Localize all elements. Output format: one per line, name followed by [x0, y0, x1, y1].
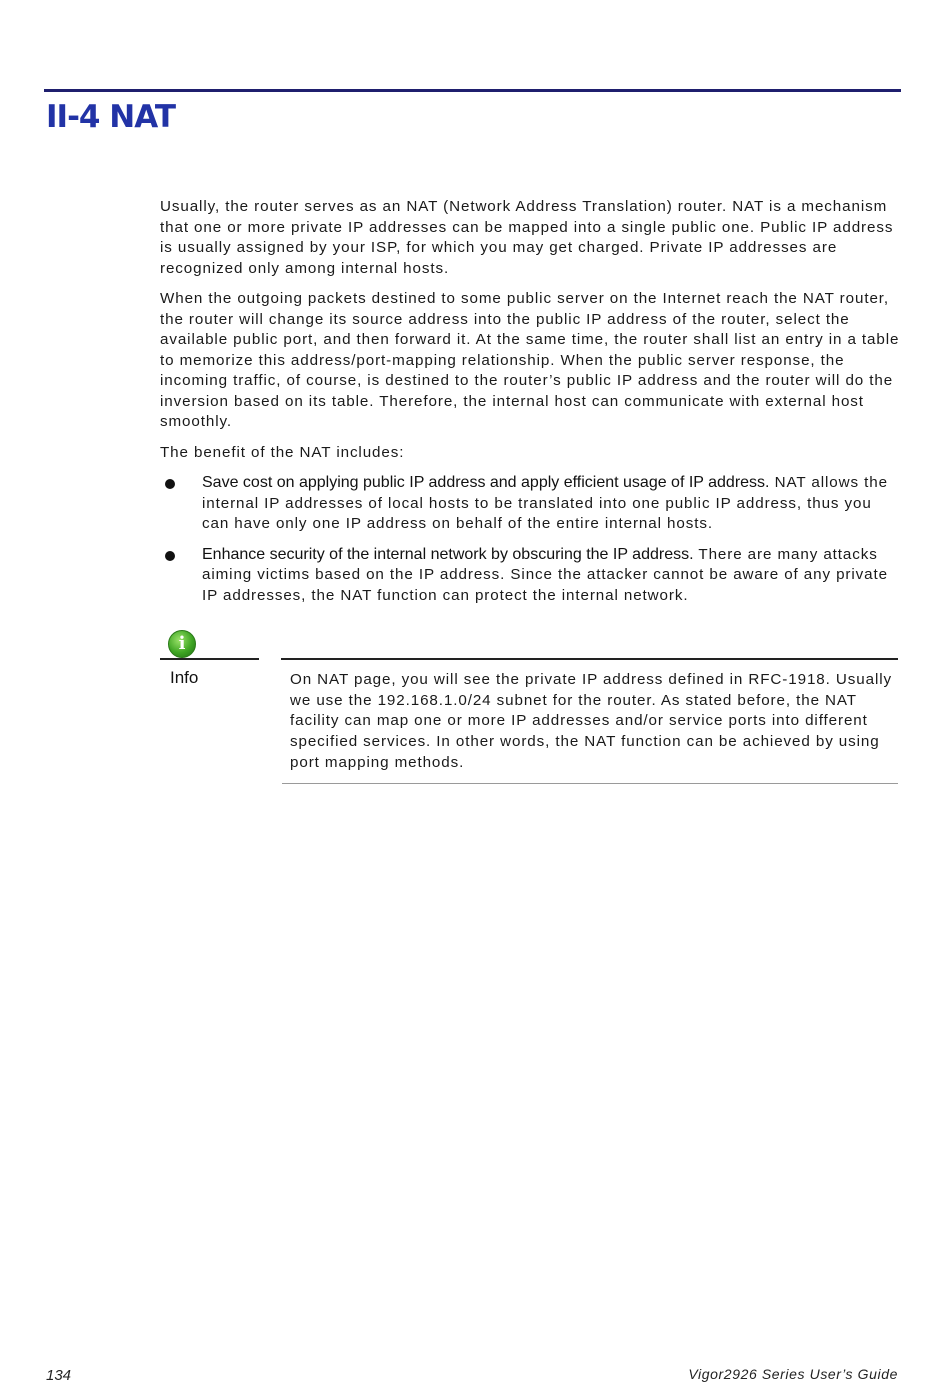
intro-paragraph: Usually, the router serves as an NAT (Network Address Translation) router. NAT is a mechanism that one or more private IP addresses can be mapped into a single public one. Public IP address is usually assigned by your ISP, for which you may get charged. Private IP addresses are recognized only among internal hosts. [160, 198, 894, 277]
list-item [160, 545, 900, 607]
bullet-icon [165, 479, 175, 489]
bullet-icon [165, 551, 175, 561]
footer-guide-title: Vigor2926 Series User’s Guide [688, 1366, 898, 1382]
info-rule-left [160, 658, 259, 660]
info-text: On NAT page, you will see the private IP address defined in RFC-1918. Usually we use the 192.168.1.0/24 subnet for the router. As stated before, the NAT facility can map one or more IP addresses and/or service ports into different specified services. In other words, the NAT function can be achieved by using port mapping methods. [290, 671, 892, 771]
info-label: Info [170, 668, 199, 687]
intro-paragraph: The benefit of the NAT includes: [160, 443, 405, 461]
intro-paragraph: When the outgoing packets destined to some public server on the Internet reach the NAT router, the router will change its source address into the public IP address of the router, select the available public port, and then forward it. At the same time, the router shall list an entry in a table to memorize this address/port-mapping relationship. When the public server response, the incoming traffic, of course, is destined to the router’s public IP address and the router will do the inversion based on its table. Therefore, the internal host can communicate with external host smoothly. [160, 290, 900, 430]
info-rule-right [281, 658, 898, 660]
info-icon [168, 630, 196, 658]
list-item [160, 473, 900, 535]
body-text [160, 197, 900, 616]
info-glyph: i [178, 633, 186, 654]
bullet-text: There are many attacks aiming victims based on the IP address. Since the attacker cannot be aware of any private IP addresses, the NAT function can protect the internal network. [202, 545, 888, 604]
bullet-lead: Enhance security of the internal network by obscuring the IP address. [202, 545, 694, 563]
benefits-list [160, 473, 900, 606]
page-title: II-4 NAT [46, 99, 175, 135]
bullet-lead: Save cost on applying public IP address and apply efficient usage of IP address. [202, 474, 770, 491]
bullet-text: NAT allows the internal IP addresses of local hosts to be translated into one public IP address, thus you can have only one IP address on behalf of the entire internal hosts. [202, 474, 888, 532]
header-rule [44, 89, 901, 92]
info-rule-bottom [282, 783, 898, 784]
page-number: 134 [46, 1367, 72, 1384]
